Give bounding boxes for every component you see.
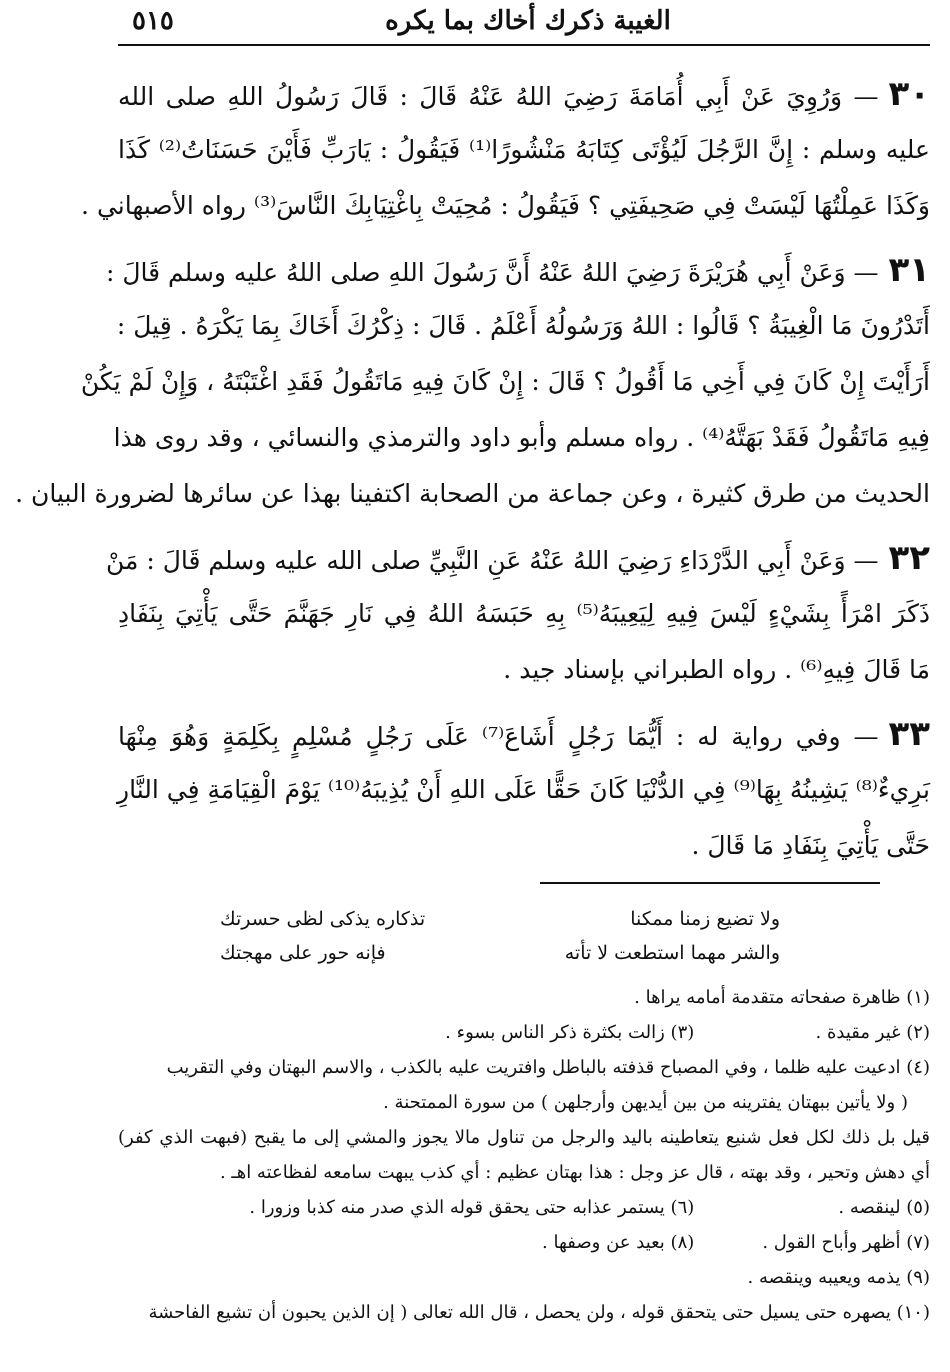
verse-line <box>220 902 780 936</box>
text-line: ٣٢— وَعَنْ أَبِي الدَّرْدَاءِ رَضِيَ اللهُ عَنْهُ عَنِ النَّبِيِّ صلى الله عليه وسلم قَالَ : مَنْ <box>106 538 930 578</box>
text-line: ٣٣— وفي رواية له : أَيُّمَا رَجُلٍ أَشَاعَ⁽⁷⁾ عَلَى رَجُلٍ مُسْلِمٍ بِكَلِمَةٍ وَهُوَ مِنْهَا <box>118 714 930 754</box>
page-header <box>118 0 930 44</box>
text-line: الحديث من طرق كثيرة ، وعن جماعة من الصحابة اكتفينا بهذا عن سائرها لضرورة البيان . <box>15 479 930 508</box>
footnote: (٩) يذمه ويعيبه وينقصه . <box>747 1267 930 1288</box>
footnote: (٤) ادعيت عليه ظلما ، وفي المصباح قذفته بالباطل وافتريت عليه بالكذب ، والاسم البهتان وفي التقريب <box>166 1057 930 1078</box>
text-line: أَرَأَيْتَ إِنْ كَانَ فِي أَخِي مَا أَقُولُ ؟ قَالَ : إِنْ كَانَ فِيهِ مَاتَقُولُ فَقَدِ اغْتَبْتَهُ ، وَإِنْ لَمْ يَكُنْ <box>80 367 930 396</box>
hadith-30 <box>81 66 930 234</box>
footnotes <box>118 980 930 1330</box>
footnote: (٥) لينقصه . (٦) يستمر عذابه حتى يحقق قوله الذي صدر منه كذبا وزورا . <box>249 1197 930 1218</box>
text-line: فِيهِ مَاتَقُولُ فَقَدْ بَهَتَّهُ⁽⁴⁾ . رواه مسلم وأبو داود والترمذي والنسائي ، وقد روى هذا <box>113 423 930 452</box>
page-number: ٥١٥ <box>132 6 174 36</box>
footnote: (١) ظاهرة صفحاته متقدمة أمامه يراها . <box>634 987 930 1008</box>
hadith-33 <box>118 706 930 874</box>
text-line: عليه وسلم : إِنَّ الرَّجُلَ لَيُؤْتَى كِتَابَهُ مَنْشُورًا⁽¹⁾ فَيَقُولُ : يَارَبِّ فَأَيْنَ حَسَنَاتُ⁽²⁾ كَذَا <box>118 135 930 164</box>
hadith-number: ٣٣ <box>888 714 930 754</box>
footnotes-rule <box>540 882 880 884</box>
header-rule <box>118 44 930 46</box>
verse-hemistich: تذكاره يذكى لظى حسرتك <box>220 908 426 930</box>
verse-hemistich: فإنه حور على مهجتك <box>220 942 386 964</box>
footnote: (٢) غير مقيدة . (٣) زالت بكثرة ذكر الناس بسوء . <box>445 1022 930 1043</box>
footnote: (١٠) يصهره حتى يسيل حتى يتحقق قوله ، ولن يحصل ، قال الله تعالى ( إن الذين يحبون أن تشيع الفاحشة <box>148 1302 930 1323</box>
text-line: بَرِيءٌ⁽⁸⁾ يَشِينُهُ بِهَا⁽⁹⁾ فِي الدُّنْيَا كَانَ حَقًّا عَلَى اللهِ أَنْ يُذِيبَهُ⁽¹⁰⁾ يَوْمَ الْقِيَامَةِ فِي النَّارِ <box>117 775 930 804</box>
footnote: ( ولا يأتين ببهتان يفترينه من بين أيديهن وأرجلهن ) من سورة الممتحنة . <box>383 1092 908 1113</box>
hadith-31 <box>15 242 930 522</box>
text-line: أَتَدْرُونَ مَا الْغِيبَةُ ؟ قَالُوا : اللهُ وَرَسُولُهُ أَعْلَمُ . قَالَ : ذِكْرُكَ أَخَاكَ بِمَا يَكْرَهُ . قِيلَ : <box>116 311 930 340</box>
footnote: قيل بل ذلك لكل فعل شنيع يتعاطينه باليد والرجل من تناول مالا يجوز والمشي إلى ما يقبح (فبهت الذي كفر) <box>118 1127 930 1148</box>
main-text <box>15 66 930 882</box>
verse-block <box>220 902 780 970</box>
hadith-number: ٣٢ <box>888 538 930 578</box>
running-head: الغيبة ذكرك أخاك بما يكره <box>385 6 671 36</box>
hadith-32 <box>106 530 930 698</box>
text-line: حَتَّى يَأْتِيَ بِنَفَادِ مَا قَالَ . <box>691 831 930 860</box>
verse-line <box>220 936 780 970</box>
footnote: أي دهش وتحير ، وقد بهته ، قال عز وجل : هذا بهتان عظيم : أي كذب يبهت سامعه لفظاعته اهـ . <box>219 1162 930 1183</box>
hadith-number: ٣٠ <box>888 74 930 114</box>
text-line: ٣٠— وَرُوِيَ عَنْ أَبِي أُمَامَةَ رَضِيَ اللهُ عَنْهُ قَالَ : قَالَ رَسُولُ اللهِ صلى الله <box>118 74 930 114</box>
text-line: وَكَذَا عَمِلْتُهَا لَيْسَتْ فِي صَحِيفَتِي ؟ فَيَقُولُ : مُحِيَتْ بِاغْتِيَابِكَ النَّاسَ⁽³⁾ رواه الأصبهاني . <box>81 191 930 220</box>
text-line: مَا قَالَ فِيهِ⁽⁶⁾ . رواه الطبراني بإسناد جيد . <box>503 655 930 684</box>
text-line: ٣١— وَعَنْ أَبِي هُرَيْرَةَ رَضِيَ اللهُ عَنْهُ أَنَّ رَسُولَ اللهِ صلى اللهُ عليه وسلم قَالَ : <box>105 250 930 290</box>
verse-hemistich: ولا تضيع زمنا ممكنا <box>630 908 780 930</box>
text-line: ذَكَرَ امْرَأً بِشَيْءٍ لَيْسَ فِيهِ لِيَعِيبَهُ⁽⁵⁾ بِهِ حَبَسَهُ اللهُ فِي نَارِ جَهَنَّمَ حَتَّى يَأْتِيَ بِنَفَادِ <box>118 599 930 628</box>
footnote: (٧) أظهر وأباح القول . (٨) بعيد عن وصفها . <box>542 1232 930 1253</box>
verse-hemistich: والشر مهما استطعت لا تأته <box>564 942 780 964</box>
hadith-number: ٣١ <box>888 250 930 290</box>
